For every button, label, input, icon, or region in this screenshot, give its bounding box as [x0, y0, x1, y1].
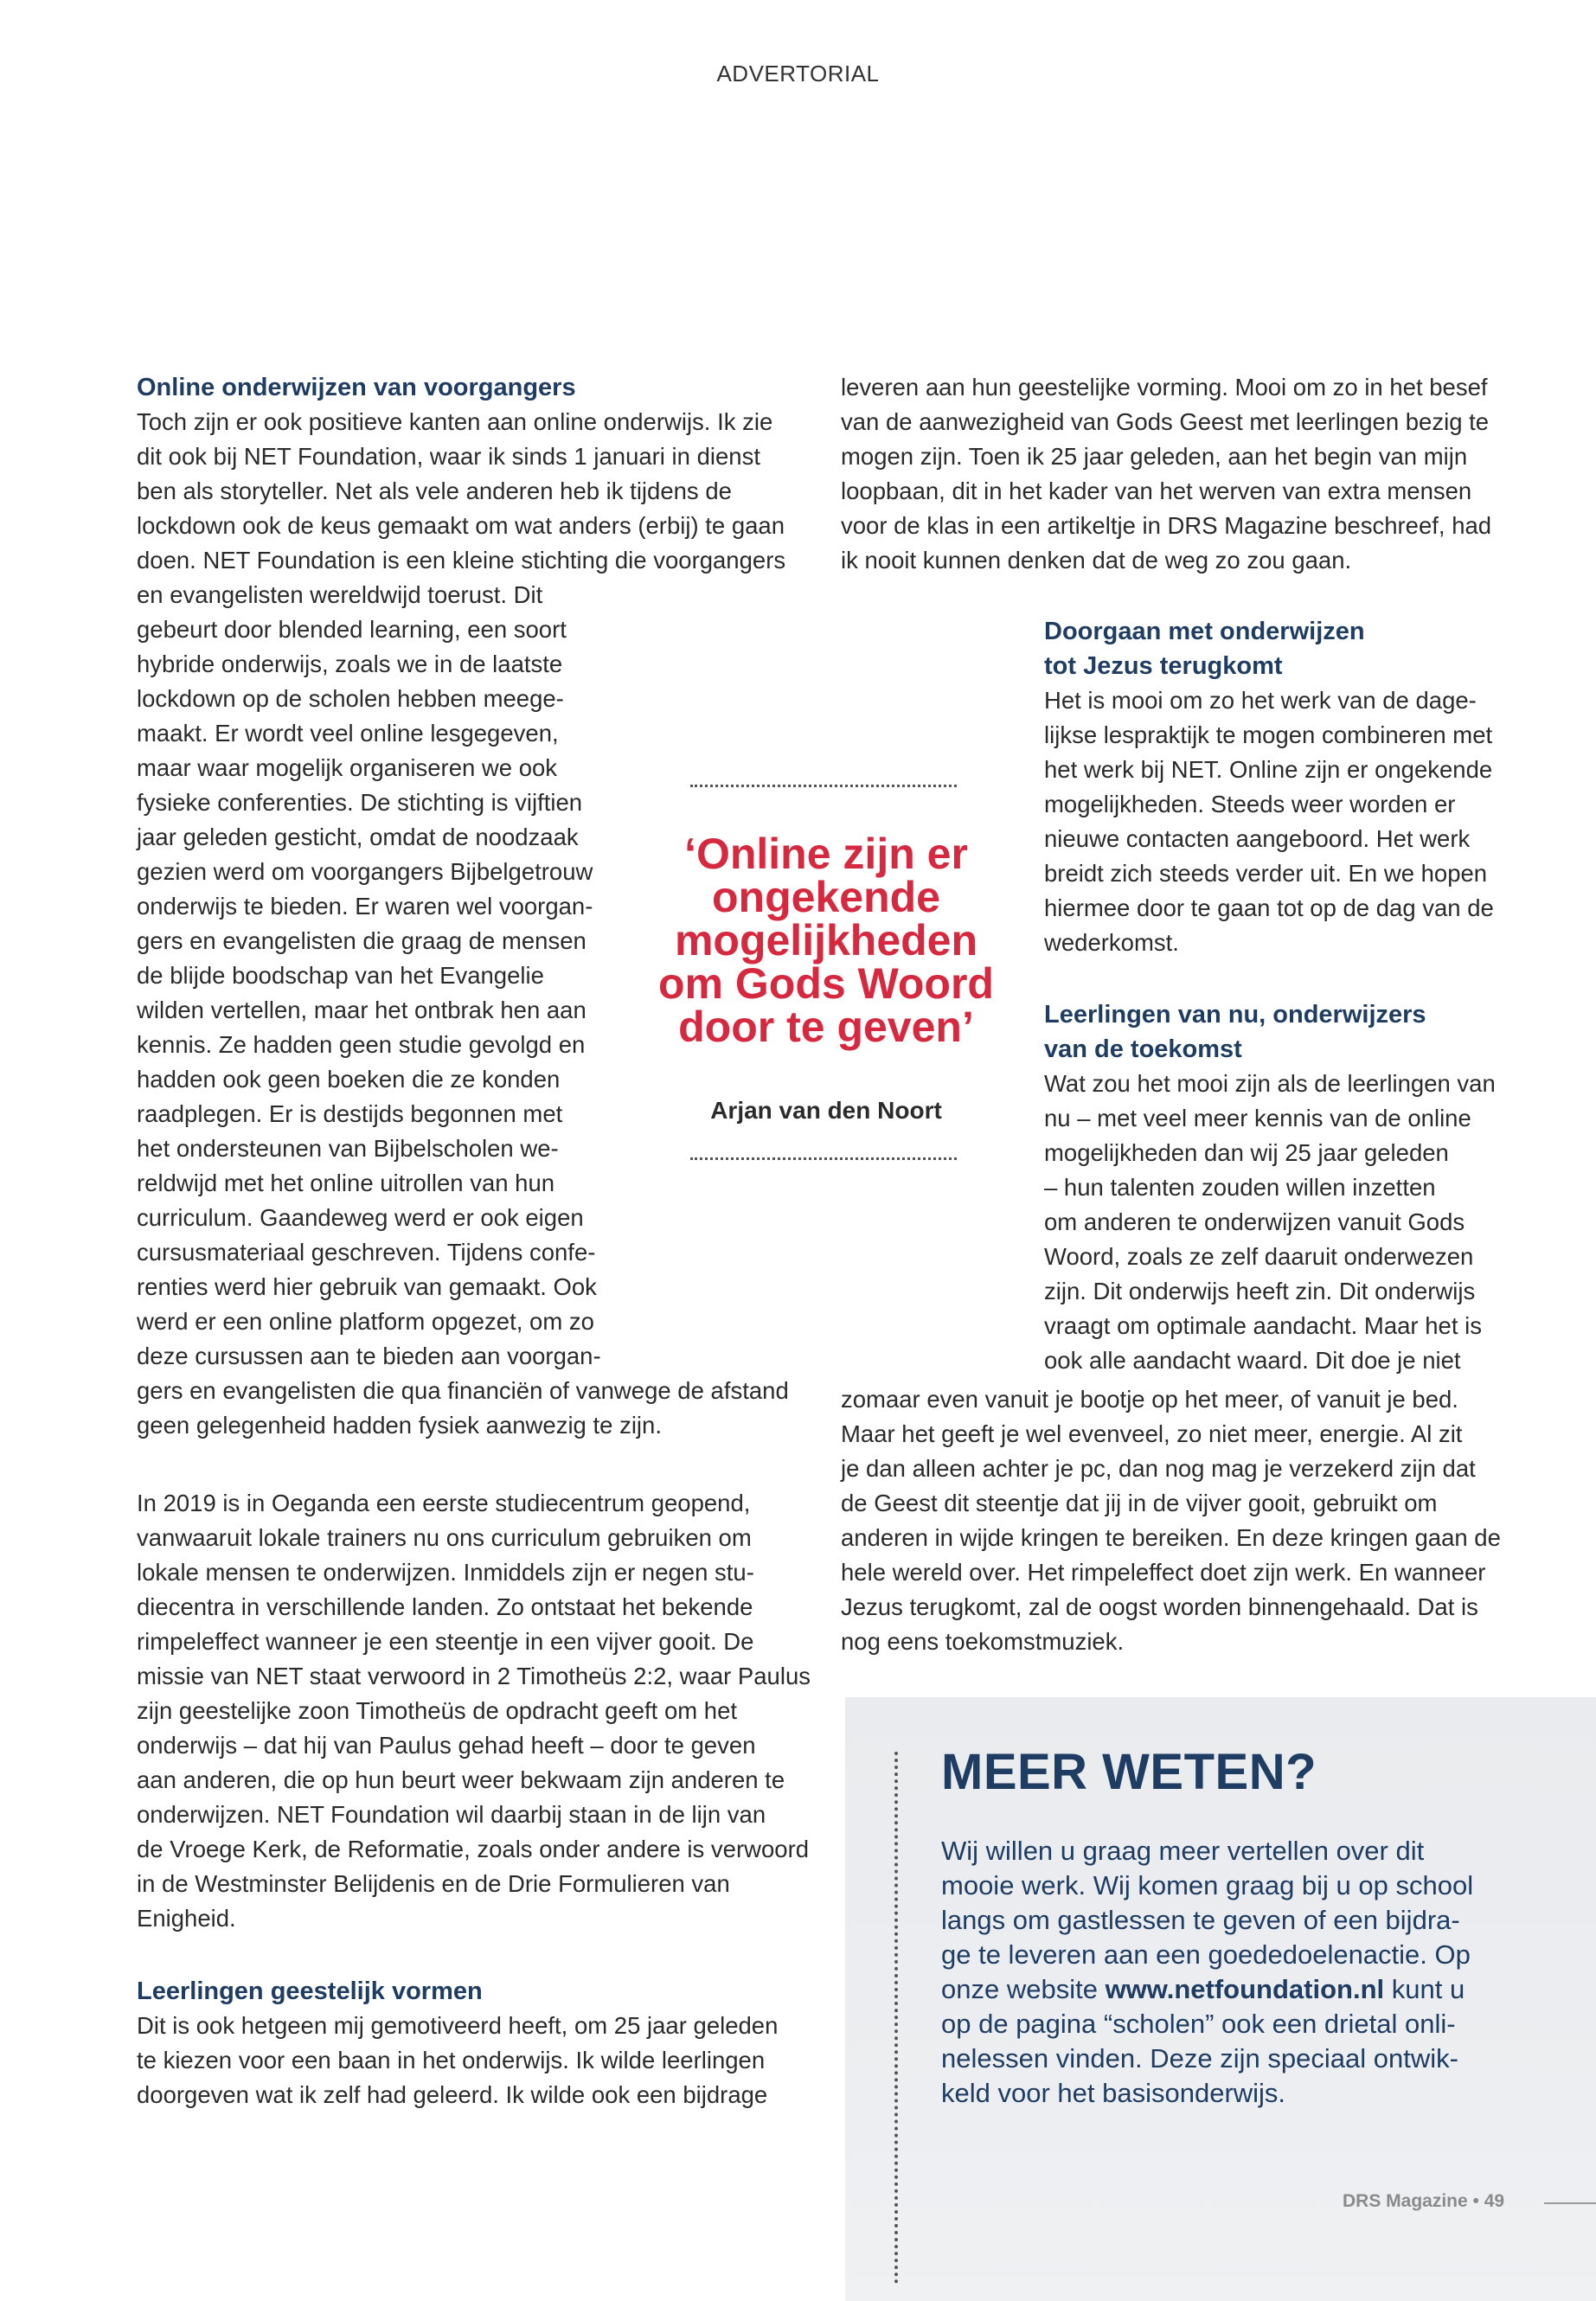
- info-box-line: nelessen vinden. Deze zijn speciaal ontwik-: [941, 2043, 1458, 2073]
- body-line: je dan alleen achter je pc, dan nog mag je verzekerd zijn dat: [841, 1455, 1476, 1482]
- body-line: Enigheid.: [137, 1905, 236, 1932]
- footer-rule: [1544, 2202, 1596, 2204]
- body-line: In 2019 is in Oeganda een eerste studiecentrum geopend,: [137, 1490, 751, 1516]
- section-heading: van de toekomst: [1044, 1035, 1242, 1063]
- body-line: wederkomst.: [1044, 929, 1179, 956]
- body-line: Maar het geeft je wel evenveel, zo niet meer, energie. Al zit: [841, 1420, 1463, 1447]
- section-label: ADVERTORIAL: [716, 61, 880, 87]
- body-line: rimpeleffect wanneer je een steentje in een vijver gooit. De: [137, 1628, 754, 1655]
- body-line: het werk bij NET. Online zijn er ongekende: [1044, 756, 1493, 783]
- body-line: in de Westminster Belijdenis en de Drie Formulieren van: [137, 1870, 730, 1897]
- section-heading: tot Jezus terugkomt: [1044, 652, 1283, 680]
- body-line: ik nooit kunnen denken dat de weg zo zou gaan.: [841, 547, 1352, 574]
- body-line: wilden vertellen, maar het ontbrak hen aan: [137, 997, 586, 1023]
- body-line: te kiezen voor een baan in het onderwijs. Ik wilde leerlingen: [137, 2047, 766, 2073]
- body-line: de Geest dit steentje dat jij in de vijver gooit, gebruikt om: [841, 1490, 1438, 1516]
- body-line: lockdown ook de keus gemaakt om wat anders (erbij) te gaan: [137, 512, 785, 539]
- body-line: lockdown op de scholen hebben meege-: [137, 685, 564, 712]
- body-line: van de aanwezigheid van Gods Geest met leerlingen bezig te: [841, 408, 1490, 435]
- body-line: gers en evangelisten die qua financiën of vanwege de afstand: [137, 1377, 789, 1404]
- info-box-title: MEER WETEN?: [941, 1744, 1317, 1800]
- body-line: raadplegen. Er is destijds begonnen met: [137, 1100, 563, 1127]
- body-line: missie van NET staat verwoord in 2 Timotheüs 2:2, waar Paulus: [137, 1663, 811, 1689]
- body-line: hadden ook geen boeken die ze konden: [137, 1066, 561, 1093]
- info-box-text: onze website: [941, 1974, 1106, 2004]
- body-line: deze cursussen aan te bieden aan voorgan-: [137, 1343, 601, 1369]
- body-line: om anderen te onderwijzen vanuit Gods: [1044, 1208, 1465, 1235]
- body-line: het ondersteunen van Bijbelscholen we-: [137, 1135, 559, 1162]
- body-line: diecentra in verschillende landen. Zo ontstaat het bekende: [137, 1593, 753, 1620]
- body-line: Het is mooi om zo het werk van de dage-: [1044, 687, 1477, 714]
- body-line: zijn geestelijke zoon Timotheüs de opdracht geeft om het: [137, 1697, 738, 1724]
- quote-author: Arjan van den Noort: [710, 1097, 942, 1124]
- body-line: Wat zou het mooi zijn als de leerlingen van: [1044, 1070, 1496, 1097]
- body-line: zomaar even vanuit je bootje op het meer, of vanuit je bed.: [841, 1386, 1458, 1413]
- info-box-line-with-link: [941, 1972, 1465, 2007]
- body-line: de Vroege Kerk, de Reformatie, zoals onder andere is verwoord: [137, 1836, 810, 1862]
- body-line: renties werd hier gebruik van gemaakt. Ook: [137, 1273, 597, 1300]
- body-line: – hun talenten zouden willen inzetten: [1044, 1174, 1436, 1201]
- quote-line: ‘Online zijn er: [684, 830, 968, 878]
- quote-divider-bottom: [690, 1157, 957, 1160]
- body-line: nieuwe contacten aangeboord. Het werk: [1044, 825, 1471, 852]
- body-line: voor de klas in een artikeltje in DRS Magazine beschreef, had: [841, 512, 1492, 539]
- body-line: zijn. Dit onderwijs heeft zin. Dit onderwijs: [1044, 1278, 1476, 1304]
- section-heading: Doorgaan met onderwijzen: [1044, 618, 1365, 645]
- body-line: onderwijzen. NET Foundation wil daarbij staan in de lijn van: [137, 1801, 766, 1828]
- body-line: hybride onderwijs, zoals we in de laatste: [137, 651, 563, 677]
- body-line: nu – met veel meer kennis van de online: [1044, 1105, 1471, 1131]
- body-line: de blijde boodschap van het Evangelie: [137, 962, 544, 989]
- footer-separator: •: [1472, 2191, 1479, 2211]
- page-number: 49: [1484, 2191, 1505, 2211]
- quote-line: door te geven’: [678, 1003, 974, 1051]
- info-box-line: keld voor het basisonderwijs.: [941, 2078, 1286, 2108]
- body-line: mogen zijn. Toen ik 25 jaar geleden, aan het begin van mijn: [841, 443, 1468, 470]
- body-line: mogelijkheden dan wij 25 jaar geleden: [1044, 1139, 1449, 1166]
- website-link[interactable]: www.netfoundation.nl: [1105, 1974, 1385, 2004]
- body-line: dit ook bij NET Foundation, waar ik sinds 1 januari in dienst: [137, 443, 760, 470]
- quote-line: mogelijkheden: [674, 916, 978, 965]
- section-heading: Leerlingen geestelijk vormen: [137, 1977, 483, 2005]
- body-line: geen gelegenheid hadden fysiek aanwezig te zijn.: [137, 1412, 662, 1439]
- page-footer: [1343, 2191, 1504, 2212]
- body-line: lokale mensen te onderwijzen. Inmiddels zijn er negen stu-: [137, 1559, 754, 1586]
- quote-line: ongekende: [712, 873, 940, 921]
- body-line: onderwijs te bieden. Er waren wel voorgan-: [137, 893, 593, 920]
- body-line: Dit is ook hetgeen mij gemotiveerd heeft, om 25 jaar geleden: [137, 2012, 779, 2039]
- body-line: loopbaan, dit in het kader van het werven van extra mensen: [841, 478, 1472, 504]
- body-line: fysieke conferenties. De stichting is vijftien: [137, 789, 583, 816]
- body-line: hele wereld over. Het rimpeleffect doet zijn werk. En wanneer: [841, 1559, 1486, 1586]
- body-line: werd er een online platform opgezet, om zo: [137, 1308, 594, 1335]
- body-line: vanwaaruit lokale trainers nu ons curriculum gebruiken om: [137, 1524, 752, 1551]
- body-line: ook alle aandacht waard. Dit doe je niet: [1044, 1347, 1461, 1374]
- body-line: vraagt om optimale aandacht. Maar het is: [1044, 1312, 1482, 1339]
- quote-line: om Gods Woord: [658, 959, 994, 1008]
- body-line: anderen in wijde kringen te bereiken. En deze kringen gaan de: [841, 1524, 1501, 1551]
- body-line: gezien werd om voorgangers Bijbelgetrouw: [137, 858, 593, 885]
- body-line: Woord, zoals ze zelf daaruit onderwezen: [1044, 1243, 1474, 1270]
- body-line: hiermee door te gaan tot op de dag van de: [1044, 894, 1494, 921]
- quote-divider-top: [690, 785, 957, 787]
- body-line: breidt zich steeds verder uit. En we hopen: [1044, 860, 1488, 887]
- section-heading: Leerlingen van nu, onderwijzers: [1044, 1001, 1426, 1029]
- info-box-line: ge te leveren aan een goededoelenactie. Op: [941, 1939, 1471, 1970]
- info-box-text: kunt u: [1384, 1974, 1465, 2004]
- body-line: Jezus terugkomt, zal de oogst worden binnengehaald. Dat is: [841, 1593, 1478, 1620]
- section-heading: Online onderwijzen van voorgangers: [137, 374, 576, 401]
- body-line: reldwijd met het online uitrollen van hun: [137, 1170, 555, 1196]
- body-line: doorgeven wat ik zelf had geleerd. Ik wilde ook een bijdrage: [137, 2081, 768, 2108]
- body-line: ben als storyteller. Net als vele anderen heb ik tijdens de: [137, 478, 732, 504]
- body-line: leveren aan hun geestelijke vorming. Mooi om zo in het besef: [841, 374, 1488, 401]
- info-box-line: Wij willen u graag meer vertellen over dit: [941, 1836, 1425, 1866]
- body-line: lijkse lespraktijk te mogen combineren met: [1044, 721, 1493, 748]
- body-line: mogelijkheden. Steeds weer worden er: [1044, 791, 1456, 817]
- body-line: jaar geleden gesticht, omdat de noodzaak: [137, 824, 579, 850]
- body-line: nog eens toekomstmuziek.: [841, 1628, 1125, 1655]
- info-box-line: op de pagina “scholen” ook een drietal onli-: [941, 2009, 1456, 2039]
- body-line: curriculum. Gaandeweg werd er ook eigen: [137, 1204, 584, 1231]
- body-line: gebeurt door blended learning, een soort: [137, 616, 567, 643]
- info-box-line: langs om gastlessen te geven of een bijdra-: [941, 1905, 1460, 1935]
- info-box-divider: [894, 1752, 898, 2284]
- info-box-line: mooie werk. Wij komen graag bij u op school: [941, 1870, 1474, 1900]
- body-line: doen. NET Foundation is een kleine stichting die voorgangers: [137, 547, 786, 574]
- body-line: maakt. Er wordt veel online lesgegeven,: [137, 720, 559, 747]
- body-line: maar waar mogelijk organiseren we ook: [137, 754, 558, 781]
- body-line: cursusmateriaal geschreven. Tijdens confe-: [137, 1239, 596, 1266]
- body-line: Toch zijn er ook positieve kanten aan online onderwijs. Ik zie: [137, 408, 773, 435]
- body-line: kennis. Ze hadden geen studie gevolgd en: [137, 1031, 586, 1058]
- body-line: onderwijs – dat hij van Paulus gehad heeft – door te geven: [137, 1732, 756, 1759]
- body-line: aan anderen, die op hun beurt weer bekwaam zijn anderen te: [137, 1766, 785, 1793]
- magazine-name: DRS Magazine: [1343, 2191, 1468, 2211]
- body-line: en evangelisten wereldwijd toerust. Dit: [137, 581, 543, 608]
- body-line: gers en evangelisten die graag de mensen: [137, 927, 586, 954]
